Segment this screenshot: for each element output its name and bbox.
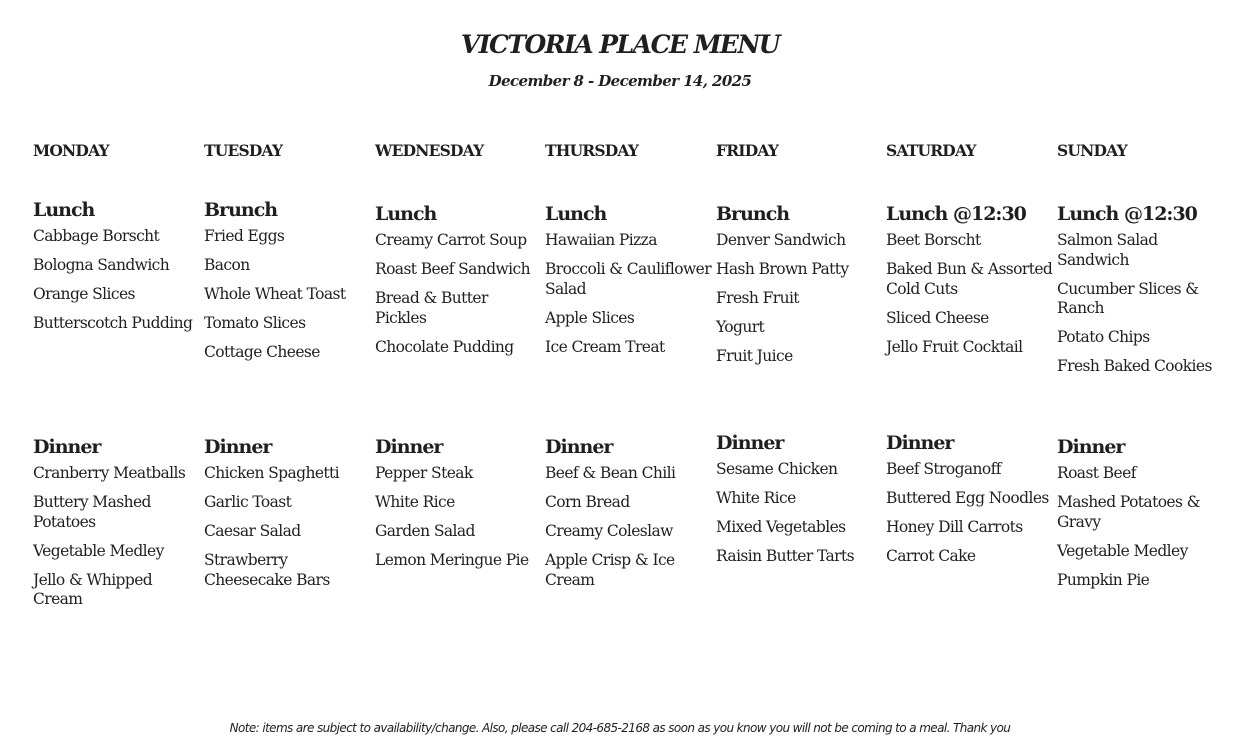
meal-lunch xyxy=(886,202,1054,367)
menu-item: Apple Crisp & Ice Cream xyxy=(545,551,675,589)
meal-lunch xyxy=(716,202,884,376)
meal-lunch xyxy=(1057,202,1225,386)
day-column-sunday xyxy=(1057,0,1225,700)
menu-item: Jello & Whipped Cream xyxy=(33,570,153,608)
menu-item: Apple Slices xyxy=(545,308,635,327)
meal-title: Lunch @12:30 xyxy=(1057,203,1197,225)
day-name: WEDNESDAY xyxy=(375,141,484,160)
meal-item-list xyxy=(545,231,713,357)
menu-item: Vegetable Medley xyxy=(1057,541,1188,560)
menu-item: Broccoli & Cauliflower Salad xyxy=(545,260,712,298)
menu-item: Buttered Egg Noodles xyxy=(886,489,1049,507)
meal-item-list xyxy=(1057,464,1225,590)
menu-item: Ice Cream Treat xyxy=(545,337,665,356)
meal-item-list xyxy=(886,231,1054,357)
menu-item: Cranberry Meatballs xyxy=(33,464,186,482)
day-name: THURSDAY xyxy=(545,141,639,160)
menu-item: Butterscotch Pudding xyxy=(33,314,193,332)
menu-item: White Rice xyxy=(716,489,796,507)
meal-item-list xyxy=(545,464,713,590)
meal-title: Lunch xyxy=(33,199,95,221)
meal-title: Lunch @12:30 xyxy=(886,203,1026,225)
meal-item-list xyxy=(716,231,884,367)
menu-item: Sesame Chicken xyxy=(716,460,838,478)
day-column-wednesday xyxy=(375,0,543,700)
meal-dinner xyxy=(375,435,543,580)
day-column-saturday xyxy=(886,0,1054,700)
day-name: SUNDAY xyxy=(1057,141,1127,160)
menu-item: White Rice xyxy=(375,493,455,511)
menu-item: Cabbage Borscht xyxy=(33,227,160,245)
menu-item: Creamy Carrot Soup xyxy=(375,231,527,249)
menu-item: Whole Wheat Toast xyxy=(204,285,346,303)
menu-item: Carrot Cake xyxy=(886,547,976,565)
menu-item: Tomato Slices xyxy=(204,314,306,332)
menu-item: Cucumber Slices & Ranch xyxy=(1057,279,1199,317)
menu-item: Mixed Vegetables xyxy=(716,518,846,536)
menu-item: Bologna Sandwich xyxy=(33,256,170,274)
meal-title: Dinner xyxy=(204,436,272,458)
menu-item: Lemon Meringue Pie xyxy=(375,551,529,569)
menu-item: Garlic Toast xyxy=(204,493,292,511)
menu-item: Chocolate Pudding xyxy=(375,337,514,356)
menu-item: Orange Slices xyxy=(33,285,135,303)
menu-item: Garden Salad xyxy=(375,522,475,540)
meal-dinner xyxy=(33,435,201,619)
meal-dinner xyxy=(1057,435,1225,600)
meal-item-list xyxy=(886,460,1054,567)
day-name: TUESDAY xyxy=(204,141,283,160)
meal-item-list xyxy=(33,227,201,334)
menu-item: Pepper Steak xyxy=(375,464,473,482)
menu-item: Vegetable Medley xyxy=(33,541,164,560)
menu-item: Honey Dill Carrots xyxy=(886,518,1023,536)
meal-lunch xyxy=(204,198,372,372)
menu-item: Mashed Potatoes & Gravy xyxy=(1057,493,1200,531)
menu-item: Fresh Fruit xyxy=(716,289,799,307)
day-name: MONDAY xyxy=(33,141,109,160)
menu-item: Potato Chips xyxy=(1057,328,1150,346)
menu-item: Raisin Butter Tarts xyxy=(716,547,854,565)
menu-item: Caesar Salad xyxy=(204,522,301,540)
meal-dinner xyxy=(204,435,372,600)
menu-item: Baked Bun & Assorted Cold Cuts xyxy=(886,260,1053,298)
menu-item: Corn Bread xyxy=(545,493,630,511)
menu-item: Roast Beef xyxy=(1057,464,1136,482)
menu-item: Hash Brown Patty xyxy=(716,260,849,278)
day-column-tuesday xyxy=(204,0,372,700)
menu-item: Fried Eggs xyxy=(204,227,285,245)
meal-lunch xyxy=(375,202,543,367)
meal-title: Dinner xyxy=(375,436,443,458)
menu-item: Chicken Spaghetti xyxy=(204,464,340,482)
day-name: SATURDAY xyxy=(886,141,976,160)
menu-item: Jello Fruit Cocktail xyxy=(886,337,1023,356)
meal-item-list xyxy=(33,464,201,610)
meal-title: Lunch xyxy=(375,203,437,225)
meal-title: Dinner xyxy=(545,436,613,458)
meal-dinner xyxy=(545,435,713,600)
menu-item: Fruit Juice xyxy=(716,347,793,365)
meal-title: Dinner xyxy=(33,436,101,458)
day-column-thursday xyxy=(545,0,713,700)
day-column-friday xyxy=(716,0,884,700)
menu-item: Denver Sandwich xyxy=(716,231,846,249)
menu-date-range: December 8 - December 14, 2025 xyxy=(488,72,752,90)
menu-item: Buttery Mashed Potatoes xyxy=(33,493,151,531)
menu-item: Roast Beef Sandwich xyxy=(375,260,531,278)
menu-item: Bacon xyxy=(204,256,250,274)
menu-item: Strawberry Cheesecake Bars xyxy=(204,551,330,589)
menu-item: Cottage Cheese xyxy=(204,343,320,361)
menu-item: Pumpkin Pie xyxy=(1057,570,1150,589)
menu-item: Hawaiian Pizza xyxy=(545,231,657,249)
meal-title: Lunch xyxy=(545,203,607,225)
meal-item-list xyxy=(204,464,372,590)
menu-item: Beef & Bean Chili xyxy=(545,464,676,482)
footer-note: Note: items are subject to availability/change. Also, please call 204-685-2168 as soon as you know you will not be coming to a meal. Thank you xyxy=(229,721,1011,735)
meal-item-list xyxy=(375,231,543,357)
meal-title: Brunch xyxy=(716,203,790,225)
meal-title: Brunch xyxy=(204,199,278,221)
menu-item: Beet Borscht xyxy=(886,231,981,249)
menu-item: Bread & Butter Pickles xyxy=(375,289,488,327)
meal-lunch xyxy=(33,198,201,343)
meal-title: Dinner xyxy=(716,432,784,454)
menu-item: Salmon Salad Sandwich xyxy=(1057,231,1158,269)
meal-lunch xyxy=(545,202,713,367)
meal-dinner xyxy=(886,431,1054,576)
day-name: FRIDAY xyxy=(716,141,779,160)
menu-title: VICTORIA PLACE MENU xyxy=(460,30,780,59)
menu-item: Yogurt xyxy=(716,318,765,336)
menu-item: Sliced Cheese xyxy=(886,308,989,327)
menu-item: Creamy Coleslaw xyxy=(545,522,673,540)
meal-item-list xyxy=(375,464,543,571)
meal-item-list xyxy=(204,227,372,363)
menu-item: Beef Stroganoff xyxy=(886,460,1001,478)
meal-item-list xyxy=(716,460,884,567)
day-column-monday xyxy=(33,0,201,700)
meal-title: Dinner xyxy=(886,432,954,454)
meal-item-list xyxy=(1057,231,1225,377)
meal-title: Dinner xyxy=(1057,436,1125,458)
menu-item: Fresh Baked Cookies xyxy=(1057,357,1212,375)
meal-dinner xyxy=(716,431,884,576)
